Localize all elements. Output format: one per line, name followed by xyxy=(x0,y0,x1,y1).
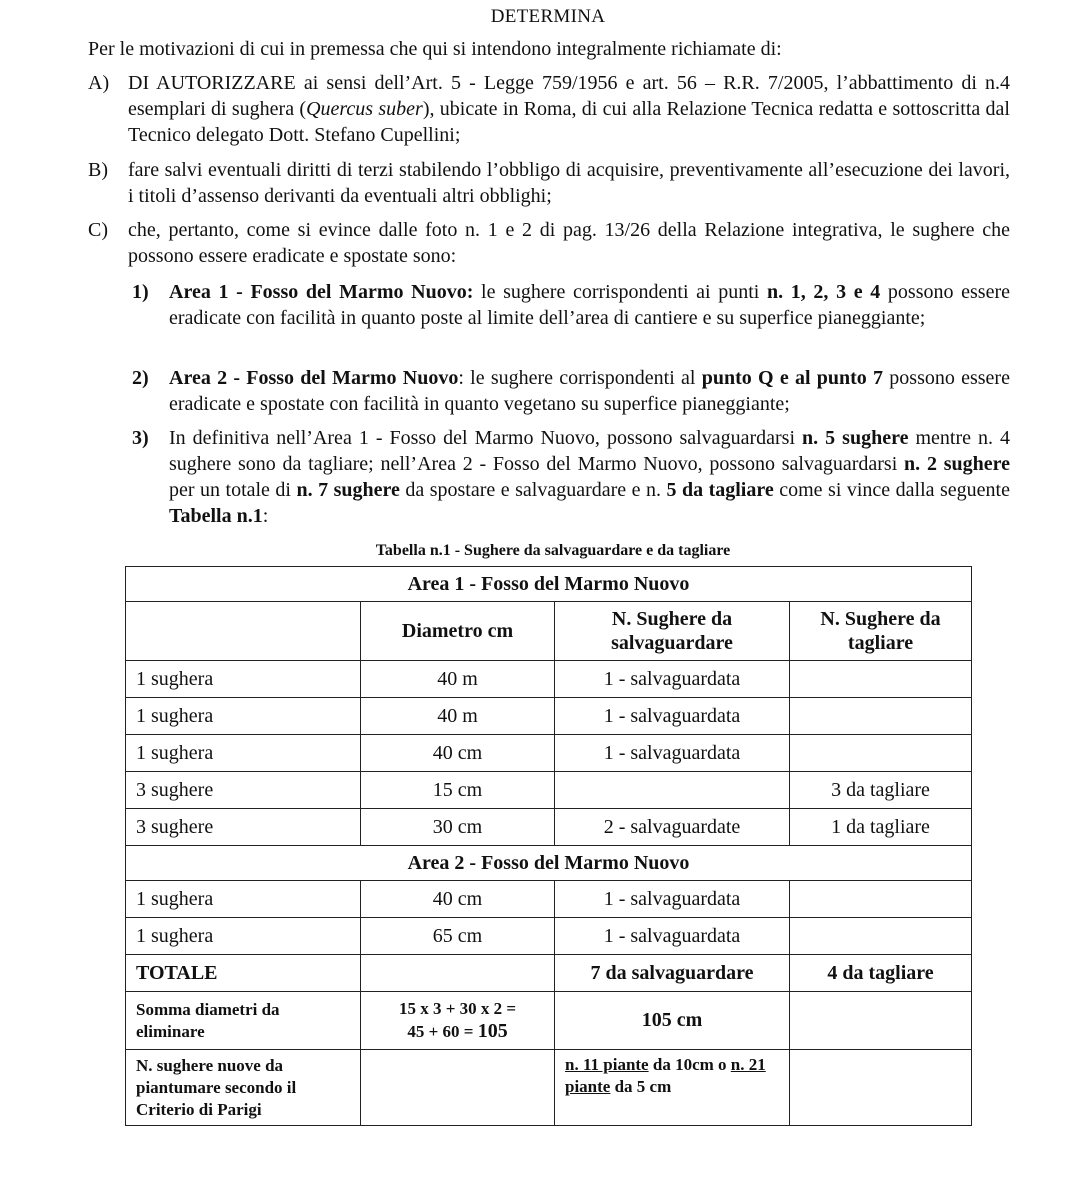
subitem-3-t4: da spostare e salvaguardare e n. xyxy=(399,479,667,501)
totale-salvaguardare: 7 da salvaguardare xyxy=(555,955,790,992)
subitem-2 xyxy=(132,365,1010,417)
item-a-body xyxy=(128,70,1010,148)
table-cell: 40 cm xyxy=(361,735,555,772)
item-a-text: DI AUTORIZZARE ai sensi dell’Art. 5 - Legge 759/1956 e art. 56 – R.R. 7/2005, l’abbattimento di n.4 esemplari di sughera ( xyxy=(128,72,1010,120)
subitem-1-mark: 1) xyxy=(132,281,149,303)
table-cell: 1 - salvaguardata xyxy=(555,881,790,918)
table-row xyxy=(126,809,972,846)
table-caption: Tabella n.1 - Sughere da salvaguardare e da tagliare xyxy=(375,542,731,559)
subitem-1 xyxy=(132,279,1010,331)
table-row xyxy=(126,881,972,918)
header-row xyxy=(126,602,972,661)
intro-text: Per le motivazioni di cui in premessa che qui si intendono integralmente richiamate di: xyxy=(88,38,782,60)
subitem-3-t3: per un totale di xyxy=(169,479,297,501)
subitem-2-text-a: : le sughere corrispondenti al xyxy=(458,367,702,389)
area1-title: Area 1 - Fosso del Marmo Nuovo xyxy=(126,567,972,602)
subitem-1-text-a: le sughere corrispondenti ai punti xyxy=(473,281,767,303)
nuove-piante xyxy=(555,1050,790,1126)
item-c-body: che, pertanto, come si evince dalle foto n. 1 e 2 di pag. 13/26 della Relazione integrativa, le sughere che possono essere eradicate e spostate sono: xyxy=(128,219,1010,267)
header-cell: Diametro cm xyxy=(361,602,555,661)
table-cell: 3 da tagliare xyxy=(790,772,972,809)
subitem-3-mark: 3) xyxy=(132,427,149,449)
table-cell: 40 m xyxy=(361,698,555,735)
item-b-body: fare salvi eventuali diritti di terzi stabilendo l’obbligo di acquisire, preventivamente all’esecuzione dei lavori, i titoli d’assenso derivanti da eventuali altri obblighi; xyxy=(128,159,1010,207)
header-cell: N. Sughere da salvaguardare xyxy=(555,602,790,661)
table-cell xyxy=(790,661,972,698)
item-b-mark: B) xyxy=(88,159,108,181)
nuove-col2 xyxy=(361,1050,555,1126)
somma-formula-line2: 45 + 60 = xyxy=(407,1022,478,1041)
subitem-3-b4: 5 da tagliare xyxy=(666,479,774,501)
page-heading: DETERMINA xyxy=(490,6,606,27)
subitem-1-text-b: possono essere eradicate con facilità in quanto poste al limite dell’area di cantiere e su superfice pianeggiante; xyxy=(169,281,1010,329)
item-b xyxy=(88,157,1010,209)
totale-label: TOTALE xyxy=(126,955,361,992)
subitem-3-b2: n. 2 sughere xyxy=(904,453,1011,475)
table-cell: 1 sughera xyxy=(126,661,361,698)
subitem-2-text-b: possono essere eradicate e spostate con facilità in quanto vegetano su superfice pianeggiante; xyxy=(169,367,1010,415)
subitem-3 xyxy=(132,425,1010,529)
subitem-3-t2: mentre n. 4 sughere sono da tagliare; nell’Area 2 - Fosso del Marmo Nuovo, possono salvaguardarsi xyxy=(169,427,1011,475)
subitem-3-b5: Tabella n.1 xyxy=(169,505,263,527)
table-cell: 65 cm xyxy=(361,918,555,955)
subitem-2-bold-a: punto Q e al punto 7 xyxy=(701,367,884,389)
subitem-3-t6: : xyxy=(262,505,269,527)
header-cell: N. Sughere da tagliare xyxy=(790,602,972,661)
table-cell: 15 cm xyxy=(361,772,555,809)
somma-formula xyxy=(361,992,555,1050)
table-cell: 2 - salvaguardate xyxy=(555,809,790,846)
table-cell: 1 - salvaguardata xyxy=(555,918,790,955)
table-cell: 1 sughera xyxy=(126,698,361,735)
somma-value: 105 cm xyxy=(555,992,790,1050)
somma-last xyxy=(790,992,972,1050)
table-row xyxy=(126,698,972,735)
table-cell: 1 sughera xyxy=(126,918,361,955)
table-cell: 30 cm xyxy=(361,809,555,846)
subitem-1-body xyxy=(169,279,1010,331)
table-cell: 1 da tagliare xyxy=(790,809,972,846)
item-a-italic: Quercus suber xyxy=(306,98,423,120)
table-cell: 1 sughera xyxy=(126,735,361,772)
subitem-3-t5: come si vince dalla seguente xyxy=(773,479,1010,501)
somma-formula-line1: 15 x 3 + 30 x 2 = xyxy=(398,999,517,1018)
table-cell: 1 - salvaguardata xyxy=(555,698,790,735)
table-cell xyxy=(790,698,972,735)
somma-label: Somma diametri da eliminare xyxy=(126,992,361,1050)
table-cell: 3 sughere xyxy=(126,809,361,846)
nuove-label: N. sughere nuove da piantumare secondo il Criterio di Parigi xyxy=(126,1050,361,1126)
table-cell: 1 - salvaguardata xyxy=(555,661,790,698)
item-a xyxy=(88,70,1010,148)
nuove-t1: da 10cm o xyxy=(648,1055,731,1074)
area2-title: Area 2 - Fosso del Marmo Nuovo xyxy=(126,846,972,881)
table-cell xyxy=(790,735,972,772)
somma-row xyxy=(126,992,972,1050)
sughere-table xyxy=(125,566,972,1126)
nuove-u2: n. 21 piante xyxy=(565,1055,766,1096)
subitem-3-body xyxy=(169,425,1010,529)
subitem-3-t1: In definitiva nell’Area 1 - Fosso del Marmo Nuovo, possono salvaguardarsi xyxy=(169,427,803,449)
table-cell: 1 - salvaguardata xyxy=(555,735,790,772)
area2-title-row xyxy=(126,846,972,881)
item-a-text-end: ), ubicate in Roma, di cui alla Relazione Tecnica redatta e sottoscritta dal Tecnico delegato Dott. Stefano Cupellini; xyxy=(128,98,1010,146)
area1-title-row xyxy=(126,567,972,602)
subitem-2-body xyxy=(169,365,1010,417)
table-row xyxy=(126,918,972,955)
subitem-3-b3: n. 7 sughere xyxy=(296,479,400,501)
table-cell: 40 m xyxy=(361,661,555,698)
table-cell: 3 sughere xyxy=(126,772,361,809)
table-cell: 40 cm xyxy=(361,881,555,918)
subitem-1-bold-a: n. 1, 2, 3 e 4 xyxy=(767,281,881,303)
subitem-2-head: Area 2 - Fosso del Marmo Nuovo xyxy=(169,367,459,389)
table-row xyxy=(126,661,972,698)
subitem-1-head: Area 1 - Fosso del Marmo Nuovo: xyxy=(169,281,474,303)
subitem-2-mark: 2) xyxy=(132,367,149,389)
table-cell: 1 sughera xyxy=(126,881,361,918)
table-cell xyxy=(790,881,972,918)
totale-cell xyxy=(361,955,555,992)
nuove-t2: da 5 cm xyxy=(610,1077,672,1096)
table-cell xyxy=(790,918,972,955)
table-row xyxy=(126,772,972,809)
item-a-mark: A) xyxy=(88,72,110,94)
item-c xyxy=(88,217,1010,269)
table-cell xyxy=(555,772,790,809)
totale-tagliare: 4 da tagliare xyxy=(790,955,972,992)
totale-row xyxy=(126,955,972,992)
table-row xyxy=(126,735,972,772)
somma-formula-result: 105 xyxy=(477,1020,508,1042)
subitem-3-b1: n. 5 sughere xyxy=(802,427,909,449)
nuove-row xyxy=(126,1050,972,1126)
nuove-u1: n. 11 piante xyxy=(565,1055,649,1074)
header-cell xyxy=(126,602,361,661)
nuove-last xyxy=(790,1050,972,1126)
item-c-mark: C) xyxy=(88,219,108,241)
